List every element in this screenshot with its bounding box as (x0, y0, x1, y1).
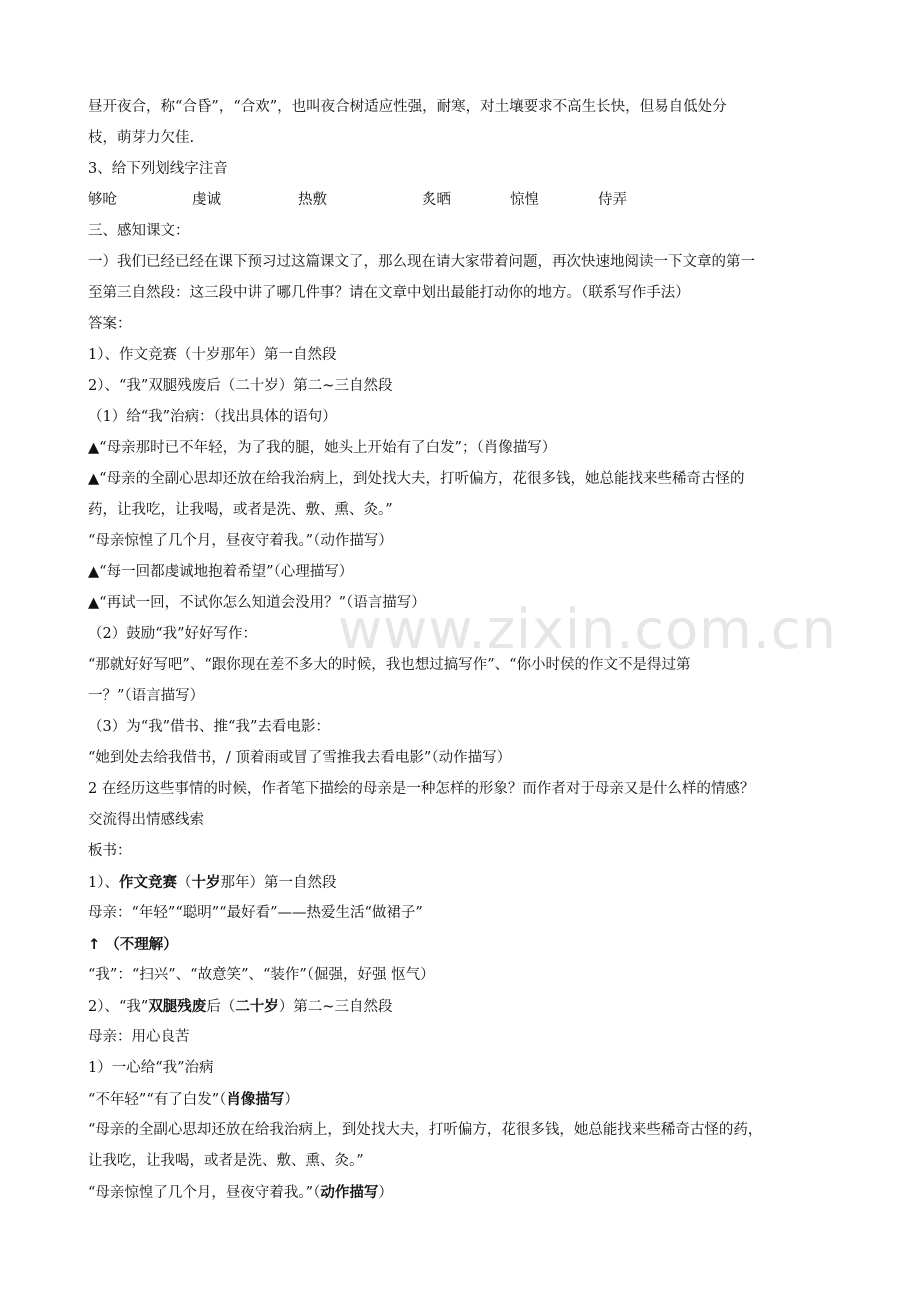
text-line: 2）、“我”双腿残废后（二十岁）第二~三自然段 (88, 378, 393, 394)
text-span: ） (284, 1092, 299, 1108)
text-line: （2）鼓励“我”好好写作： (88, 626, 258, 642)
up-arrow-icon: ↑ (88, 937, 101, 953)
text-line: “母亲的全副心思却还放在给我治病上，到处找大夫，打听偏方，花很多钱，她总能找来些稀奇古怪的药， (88, 1122, 763, 1138)
text-line: 昼开夜合，称“合昏”，“合欢”，也叫夜合树适应性强，耐寒，对土壤要求不高生长快，但易自低处分 (88, 99, 727, 115)
board-line (88, 1177, 836, 1208)
text-span: “不年轻”“有了白发”（ (88, 1092, 227, 1108)
board-line (88, 991, 836, 1022)
text-line: ▲“每一回都虔诚地抱着希望”（心理描写） (88, 564, 354, 580)
pinyin-word-row (88, 185, 836, 216)
text-line: “她到处去给我借书，/ 顶着雨或冒了雪推我去看电影”（动作描写） (88, 750, 512, 766)
text-span: 后（ (206, 999, 236, 1015)
bold-span: 肖像描写 (226, 1091, 285, 1108)
text-span: ）第二~三自然段 (278, 999, 393, 1015)
bold-span: 双腿残废 (148, 998, 207, 1015)
text-line: 至第三自然段：这三段中讲了哪几件事？请在文章中划出最能打动你的地方。（联系写作手法） (88, 285, 690, 301)
text-line: 母亲：用心良苦 (88, 1029, 190, 1045)
text-line: 答案： (88, 316, 132, 332)
board-line (88, 1084, 836, 1115)
pinyin-word: 热敷 (298, 192, 327, 208)
bold-span: 二十岁 (235, 998, 279, 1015)
text-line: ▲“母亲的全副心思却还放在给我治病上，到处找大夫，打听偏方，花很多钱，她总能找来些稀奇古怪的 (88, 471, 745, 487)
pinyin-word: 炙晒 (422, 192, 451, 208)
text-span: “母亲惊惶了几个月，昼夜守着我。”（ (88, 1185, 321, 1201)
text-line: 药，让我吃，让我喝，或者是洗、敷、熏、灸。” (88, 502, 393, 518)
watermark: www.zixin.com.cn (338, 598, 837, 661)
bold-span: （不理解） (105, 936, 178, 953)
section-heading: 三、感知课文： (88, 223, 190, 239)
text-line: “那就好好写吧”、“跟你现在差不多大的时候，我也想过搞写作”、“你小时侯的作文不是得过第 (88, 657, 691, 673)
bold-span: 作文竞赛 (118, 874, 177, 891)
pinyin-word: 虔诚 (192, 192, 221, 208)
text-span: 那年）第一自然段 (220, 875, 337, 891)
text-line: （1）给“我”治病：（找出具体的语句） (88, 409, 337, 425)
pinyin-word: 侍弄 (598, 192, 627, 208)
text-line: 板书： (88, 843, 132, 859)
board-line (88, 929, 836, 960)
text-line: 2 在经历这些事情的时候，作者笔下描绘的母亲是一种怎样的形象？而作者对于母亲又是什么样的情感？ (88, 781, 755, 797)
text-span: 1）、 (88, 875, 119, 891)
text-line: 母亲：“年轻”“聪明”“最好看”——热爱生活“做裙子” (88, 905, 423, 921)
bold-span: 十岁 (191, 874, 221, 891)
pinyin-word: 惊惶 (510, 192, 539, 208)
text-line: 交流得出情感线索 (88, 812, 204, 828)
text-line: 3、给下列划线字注音 (88, 161, 228, 177)
document-page (88, 92, 836, 1208)
text-span: 2）、“我” (88, 999, 149, 1015)
text-line: 1）一心给“我”治病 (88, 1060, 214, 1076)
text-line: “母亲惊惶了几个月，昼夜守着我。”（动作描写） (88, 533, 393, 549)
text-line: 1）、作文竞赛（十岁那年）第一自然段 (88, 347, 337, 363)
text-line: ▲“母亲那时已不年轻，为了我的腿，她头上开始有了白发”；（肖像描写） (88, 440, 557, 456)
bold-span: 动作描写 (320, 1184, 379, 1201)
text-line: 枝，萌芽力欠佳. (88, 130, 195, 146)
text-line: 一？”（语言描写） (88, 688, 205, 704)
text-line: （3）为“我”借书、推“我”去看电影： (88, 719, 330, 735)
text-line: “我”：“扫兴”、“故意笑”、“装作”（倔强，好强 怄气） (88, 967, 435, 983)
text-line: 让我吃，让我喝，或者是洗、敷、熏、灸。” (88, 1153, 364, 1169)
text-line: ▲“再试一回，不试你怎么知道会没用？”（语言描写） (88, 595, 426, 611)
text-span: （ (176, 875, 192, 891)
text-span: ） (378, 1185, 393, 1201)
text-line: 一）我们已经已经在课下预习过这篇课文了，那么现在请大家带着问题，再次快速地阅读一下文章的第一 (88, 254, 755, 270)
board-line (88, 867, 836, 898)
pinyin-word: 够呛 (88, 192, 117, 208)
